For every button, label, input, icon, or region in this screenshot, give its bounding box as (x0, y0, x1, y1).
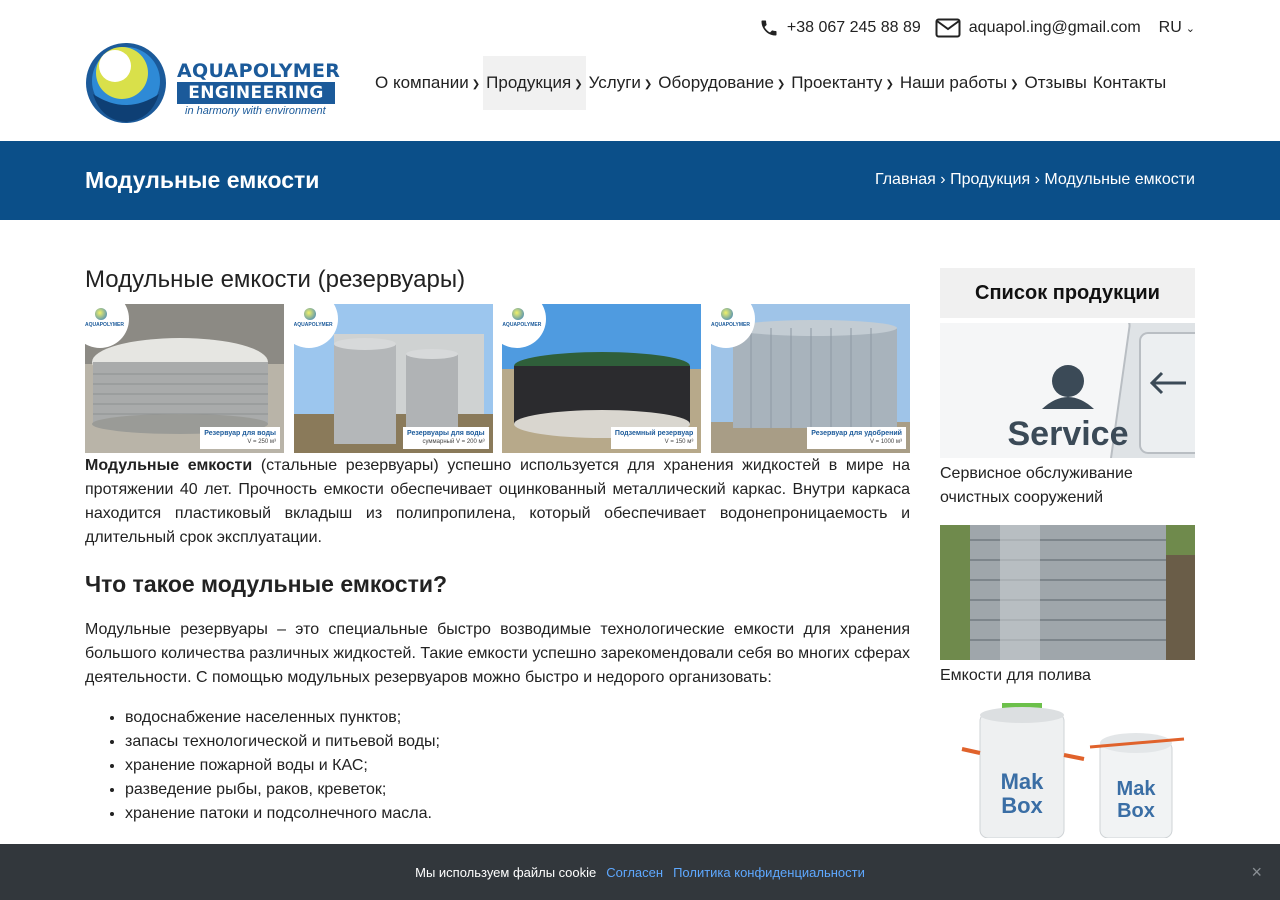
logo-tagline: in harmony with environment (185, 105, 326, 117)
intro-paragraph (85, 454, 910, 550)
phone-link[interactable] (759, 18, 921, 38)
nav-label: Продукция (486, 73, 572, 92)
close-icon[interactable]: × (1251, 862, 1262, 882)
list-item: • разведение рыбы, раков, креветок; (125, 778, 910, 802)
caption-volume: суммарный V = 200 м³ (422, 439, 485, 445)
breadcrumb-current: Модульные емкости (1044, 171, 1195, 188)
cookie-accept-link[interactable]: Согласен (606, 864, 664, 880)
usage-list (85, 706, 910, 826)
nav-label: Наши работы (899, 73, 1008, 92)
breadcrumb-products[interactable]: Продукция (950, 171, 1031, 188)
product-gallery (85, 304, 910, 453)
makbox-text-box: Box (1117, 800, 1155, 822)
email-address: aquapol.ing@gmail.com (968, 19, 1141, 36)
chevron-down-icon: ❯ (471, 78, 481, 90)
nav-label: Оборудование (658, 73, 774, 92)
caption-title: Резервуары для воды (406, 430, 485, 437)
badge-logo-text: AQUAPOLYMER (293, 322, 333, 328)
top-contact-bar (745, 14, 1195, 42)
chevron-down-icon: ❯ (776, 78, 786, 90)
nav-item-products[interactable] (483, 56, 585, 110)
main-nav (372, 56, 1169, 110)
gallery-image[interactable] (85, 304, 284, 453)
nav-item-works[interactable] (897, 56, 1022, 110)
phone-icon (759, 18, 779, 38)
photo-caption (200, 427, 280, 449)
badge-logo-text: AQUAPOLYMER (502, 322, 542, 328)
logo-globe-icon (721, 308, 733, 320)
logo-globe-icon (95, 308, 107, 320)
logo-line-1: AQUAPOLYMER (177, 60, 341, 82)
nav-item-services[interactable] (586, 56, 656, 110)
caption-volume: V = 150 м³ (664, 439, 694, 445)
nav-label: Проектанту (791, 73, 883, 92)
logo-globe-icon (304, 308, 316, 320)
main-content (85, 266, 910, 826)
chevron-down-icon: ❯ (574, 78, 583, 90)
makbox-image[interactable] (940, 703, 1195, 838)
nav-item-designers[interactable] (788, 56, 897, 110)
photo-caption (611, 427, 697, 449)
breadcrumb-separator: › (1034, 171, 1040, 188)
breadcrumb-home[interactable]: Главная (874, 171, 936, 188)
privacy-policy-link[interactable]: Политика конфиденциальности (673, 864, 865, 880)
irrigation-tank-image[interactable] (940, 525, 1195, 660)
intro-bold: Модульные емкости (85, 457, 253, 474)
caption-title: Резервуар для удобрений (811, 430, 902, 437)
section-paragraph: Модульные резервуары – это специальные быстро возводимые технологические емкости для хранения большого количества различных жидкостей. Такие емкости успешно зарекомендовали себя во многих сферах деятельности. С помощью модульных резервуаров можно быстро и недорого организовать: (85, 621, 910, 686)
nav-item-equipment[interactable] (655, 56, 788, 110)
caption-volume: V = 1000 м³ (869, 439, 902, 445)
logo-globe-icon (85, 42, 167, 124)
photo-caption (403, 427, 489, 449)
gallery-image[interactable] (502, 304, 701, 453)
cookie-text: Мы используем файлы cookie (415, 864, 597, 880)
badge-logo-text: AQUAPOLYMER (710, 322, 750, 328)
language-selector[interactable] (1159, 19, 1195, 37)
section-heading: Что такое модульные емкости? (85, 571, 448, 597)
envelope-icon (935, 18, 961, 38)
logo-globe-icon (512, 308, 524, 320)
nav-label: Отзывы (1024, 73, 1087, 92)
list-item: • водоснабжение населенных пунктов; (125, 706, 910, 730)
product-sidebar (940, 268, 1195, 838)
intro-text: (стальные резервуары) успешно используется для хранения жидкостей в мире на протяжении 40 лет. Прочность емкости обеспечивает оцинкованный металлический каркас. Внутри каркаса находится пластиковый вкладыш из полипропилена, который обеспечивает водонепроницаемость и длительный срок эксплуатации. (85, 457, 910, 546)
sidebar-item-service[interactable]: Сервисное обслуживание очистных сооружений (940, 465, 1133, 506)
makbox-text-mak: Mak (1116, 778, 1156, 800)
nav-item-contacts[interactable] (1090, 56, 1169, 110)
breadcrumb-separator: › (940, 171, 946, 188)
nav-item-about[interactable] (372, 56, 483, 110)
service-key-text: Service (1007, 415, 1129, 453)
chevron-down-icon: ⌄ (1185, 22, 1195, 35)
chevron-down-icon: ❯ (643, 78, 653, 90)
content-heading: Модульные емкости (резервуары) (85, 266, 466, 293)
sidebar-item-irrigation[interactable]: Емкости для полива (940, 667, 1091, 684)
badge-logo-text: AQUAPOLYMER (85, 322, 124, 328)
makbox-text-mak: Mak (1000, 769, 1044, 794)
list-item: • хранение пожарной воды и КАС; (125, 754, 910, 778)
cookie-banner (0, 844, 1280, 900)
nav-label: Контакты (1092, 73, 1167, 92)
language-label: RU (1158, 19, 1182, 36)
email-link[interactable] (935, 18, 1141, 38)
nav-item-reviews[interactable] (1022, 56, 1090, 110)
sidebar-title: Список продукции (940, 268, 1195, 318)
chevron-down-icon: ❯ (1010, 78, 1019, 90)
nav-label: Услуги (588, 73, 641, 92)
makbox-text-box: Box (1001, 793, 1043, 818)
service-keyboard-photo (940, 323, 1195, 458)
makbox-tanks-photo (940, 703, 1195, 838)
site-logo[interactable] (85, 42, 341, 126)
page-title: Модульные емкости (85, 167, 320, 193)
caption-volume: V = 250 м³ (247, 439, 276, 445)
breadcrumb (875, 171, 1195, 189)
list-item: • хранение патоки и подсолнечного масла. (125, 802, 910, 826)
service-card-image[interactable] (940, 323, 1195, 458)
gallery-image[interactable] (711, 304, 910, 453)
nav-label: О компании (375, 73, 469, 92)
irrigation-tank-photo (940, 525, 1195, 660)
chevron-down-icon: ❯ (885, 78, 894, 90)
phone-number: +38 067 245 88 89 (786, 19, 921, 36)
logo-line-2: ENGINEERING (177, 82, 335, 104)
photo-caption (807, 427, 906, 449)
gallery-image[interactable] (294, 304, 493, 453)
page-title-banner (0, 141, 1280, 220)
caption-title: Подземный резервуар (614, 430, 694, 437)
caption-title: Резервуар для воды (204, 430, 276, 437)
list-item: • запасы технологической и питьевой воды; (125, 730, 910, 754)
